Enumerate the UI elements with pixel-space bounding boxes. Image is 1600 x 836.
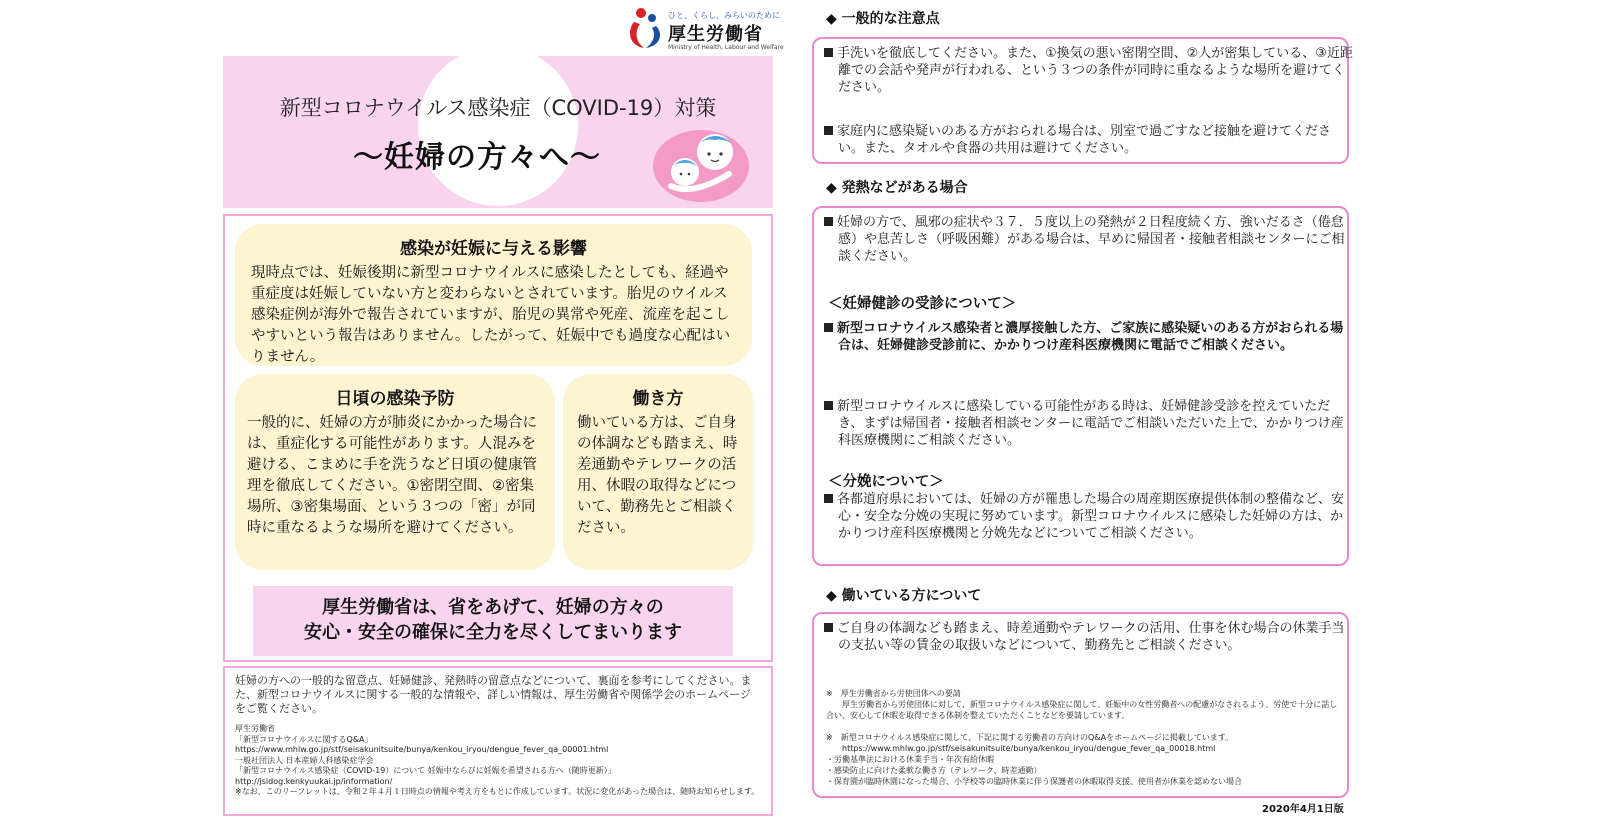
workers-box [812,612,1349,798]
delivery-item: 各都道府県においては、妊婦の方が罹患した場合の周産期医療提供体制の整備など、安心・安全な分娩の実現に努めています。新型コロナウイルスに感染した妊婦の方は、かかりつけ産科医療機関と分娩先などについてご相談ください。 [824,491,1354,542]
prevention-card [235,374,555,570]
delivery-subheading: ＜分娩について＞ [828,474,944,490]
logo-name: 厚生労働省 [668,24,763,45]
header-circle [418,56,578,206]
workers-note-1: ※ 厚生労働省から労使団体への要請 厚生労働省から労使団体に対して、新型コロナウイルス感染症に関して、妊娠中の女性労働者への配慮がなされるよう、労使で十分に話し合い、安心して休暇を取得できる体制を整えていただくことなどを要請しています。 [826,689,1338,720]
logo-tagline: ひと、くらし、みらいのために [668,11,780,20]
impact-body: 現時点では、妊娠後期に新型コロナウイルスに感染したとしても、経過や重症度は妊娠していない方と変わらないとされています。胎児のウイルス感染症例が海外で報告されていますが、胎児の異常や死産、流産を起こしやすいという報告はありません。したがって、妊娠中でも過度な心配はいりません。 [251,265,731,365]
slogan-line-1: 厚生労働省は、省をあげて、妊婦の方々の [322,597,664,618]
workers-note-link[interactable]: https://www.mhlw.go.jp/stf/seisakunitsuite/bunya/kenkou_iryou/dengue_fever_qa_00018.html [826,744,1216,753]
checkup-subheading: ＜妊婦健診の受診について＞ [828,296,1017,312]
bullet-square-icon [824,401,833,410]
work-body: 働いている方は、ご自身の体調なども踏まえ、時差通勤やテレワークの活用、休暇の取得などについて、勤務先とご相談ください。 [577,415,738,536]
notes-box [223,666,773,816]
ref-line: 厚生労働省 [235,724,275,733]
fever-item: 妊婦の方で、風邪の症状や３７．５度以上の発熱が２日程度続く方、強いだるさ（倦怠感）や息苦しさ（呼吸困難）がある場合は、早めに帰国者・接触者相談センターにご相談ください。 [824,214,1354,265]
page-title: 新型コロナウイルス感染症（COVID-19）対策 [279,96,717,120]
workers-note-2: ※ 新型コロナウイルス感染症に関して、下記に関する労働者の方向けのQ&Aをホームページに掲載しています。 https://www.mhlw.go.jp/stf/seisakunitsuite/bunya/kenkou_iryou/dengue_fever_qa_00018.html ・労働基準法における休業手当・年次有給休暇 ・感染防止に向けた柔軟な働き方（テレワーク、時差通勤） ・保育園が臨時休園になった場合、小学校等の臨時休業に伴う保護者の休暇取得支援、使用者が休業を認めない場合 [826,732,1338,787]
bullet-square-icon [824,217,833,226]
slogan-line-2: 安心・安全の確保に全力を尽くしてまいります [304,622,682,643]
bullet-square-icon [824,623,833,632]
mother-baby-illustration-icon [643,122,753,202]
impact-card [235,224,752,366]
ref-line: 一般社団法人 日本産婦人科感染症学会 [235,755,374,765]
checkup-item: 新型コロナウイルスに感染している可能性がある時は、妊婦健診受診を控えていただき、まずは帰国者・接触者相談センターに電話でご相談いただいた上で、かかりつけ産科医療機関にご相談ください。 [824,398,1354,449]
ref-line: ※なお、このリーフレットは、令和２年４月１日時点の情報や考え方をもとに作成しています。状況に変化があった場合は、随時お知らせします。 [235,787,760,796]
main-info-box [223,214,773,662]
workers-section-heading: ◆ 働いている方について [826,588,982,604]
work-card [563,374,753,570]
general-item: 家庭内に感染疑いのある方がおられる場合は、別室で過ごすなど接触を避けてください。また、タオルや食器の共用は避けてください。 [824,123,1354,157]
ref-link[interactable]: http://jsidog.kenkyuukai.jp/information/ [235,776,393,786]
fever-box [812,206,1349,566]
workers-item: ご自身の体調なども踏まえ、時差通勤やテレワークの活用、仕事を休む場合の休業手当の支払い等の賃金の取扱いなどについて、勤務先とご相談ください。 [824,620,1354,654]
notes-intro: 妊婦の方への一般的な留意点、妊婦健診、発熱時の留意点などについて、裏面を参考にしてください。また、新型コロナウイルスに関する一般的な情報や、詳しい情報は、厚生労働省や関係学会のホームページをご覧ください。 [235,674,752,715]
logo-english: Ministry of Health, Labour and Welfare [668,44,784,51]
ref-line: 「新型コロナウイルスに関するQ&A」 [235,734,373,744]
ministry-logo-mark-icon [628,6,664,50]
checkup-item: 新型コロナウイルス感染者と濃厚接触した方、ご家族に感染疑いのある方がおられる場合は、妊婦健診受診前に、かかりつけ産科医療機関に電話でご相談ください。 [824,320,1354,354]
general-section-heading: ◆ 一般的な注意点 [826,11,940,27]
ministry-slogan [253,586,733,656]
page-subtitle: ～妊婦の方々へ～ [353,140,601,175]
edition-date: 2020年4月1日版 [1262,804,1344,815]
impact-heading: 感染が妊娠に与える影響 [400,239,587,259]
general-box [812,37,1353,164]
bullet-square-icon [824,494,833,503]
ref-line: 「新型コロナウイルス感染症（COVID-19）について 妊娠中ならびに妊娠を希望される方へ（随時更新）」 [235,766,616,775]
header-banner [223,56,773,208]
fever-section-heading: ◆ 発熱などがある場合 [826,180,968,196]
prevention-heading: 日頃の感染予防 [335,389,455,409]
prevention-body: 一般的に、妊婦の方が肺炎にかかった場合には、重症化する可能性があります。人混みを避ける、こまめに手を洗うなど日頃の健康管理を徹底してください。①密閉空間、②密集場所、③密集場面、という３つの「密」が同時に重なるような場所を避けてください。 [247,415,537,536]
bullet-square-icon [824,48,833,57]
notes-references [235,724,761,798]
bullet-square-icon [824,126,833,135]
general-item: 手洗いを徹底してください。また、①換気の悪い密閉空間、②人が密集している、③近距離での会話や発声が行われる、という３つの条件が同時に重なるような場所を避けてください。 [824,45,1354,96]
ministry-logo [628,6,788,54]
bullet-square-icon [824,323,833,332]
work-heading: 働き方 [632,389,684,409]
ref-link[interactable]: https://www.mhlw.go.jp/stf/seisakunitsuite/bunya/kenkou_iryou/dengue_fever_qa_00001.html [235,745,609,754]
